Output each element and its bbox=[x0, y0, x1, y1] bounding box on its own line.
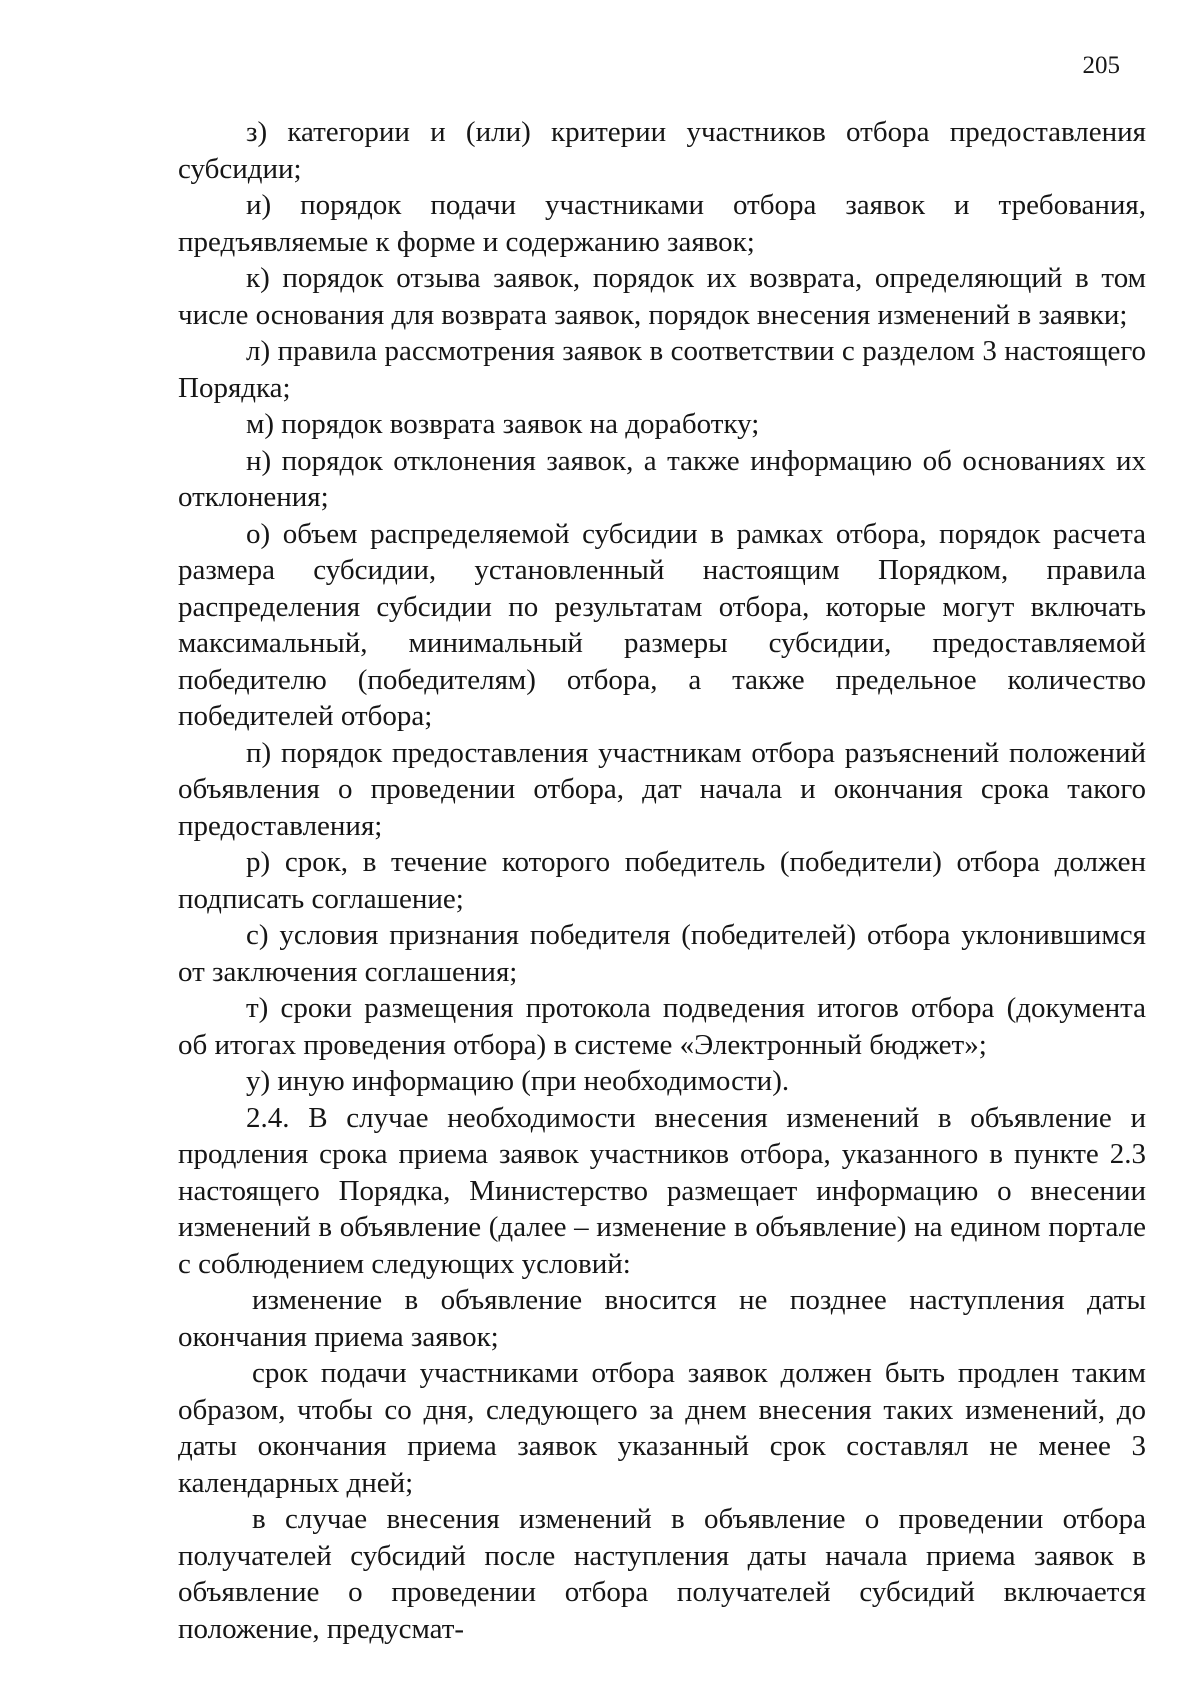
paragraph-o: о) объем распределяемой субсидии в рамках отбора, порядок расчета размера субсидии, установленный настоящим Порядком, правила распределения субсидии по результатам отбора, которые могут включать максимальный, минимальный размеры субсидии, предоставляемой победителю (победителям) отбора, а также предельное количество победителей отбора; bbox=[178, 517, 1146, 732]
paragraph-i: и) порядок подачи участниками отбора заявок и требования, предъявляемые к форме и содержанию заявок; bbox=[178, 189, 1146, 258]
paragraph-n: н) порядок отклонения заявок, а также информацию об основаниях их отклонения; bbox=[178, 444, 1146, 513]
paragraph-l: л) правила рассмотрения заявок в соответствии с разделом 3 настоящего Порядка; bbox=[178, 335, 1146, 404]
paragraph-z: з) категории и (или) критерии участников отбора предоставления субсидии; bbox=[178, 116, 1146, 185]
paragraph-s: с) условия признания победителя (победителей) отбора уклонившимся от заключения соглашения; bbox=[178, 919, 1146, 988]
paragraph-k: к) порядок отзыва заявок, порядок их возврата, определяющий в том числе основания для возврата заявок, порядок внесения изменений в заявки; bbox=[178, 262, 1146, 331]
condition-3: в случае внесения изменений в объявление о проведении отбора получателей субсидий после наступления даты начала приема заявок в объявление о проведении отбора получателей субсидий включается положение, предусмат- bbox=[178, 1503, 1146, 1645]
paragraph-t: т) сроки размещения протокола подведения итогов отбора (документа об итогах проведения отбора) в системе «Электронный бюджет»; bbox=[178, 992, 1146, 1061]
page-number: 205 bbox=[1082, 52, 1120, 79]
paragraph-2-4: 2.4. В случае необходимости внесения изменений в объявление и продления срока приема заявок участников отбора, указанного в пункте 2.3 настоящего Порядка, Министерство размещает информацию о внесении изменений в объявление (далее – изменение в объявление) на едином портале с соблюдением следующих условий: bbox=[178, 1101, 1146, 1280]
paragraph-r: р) срок, в течение которого победитель (победители) отбора должен подписать соглашение; bbox=[178, 846, 1146, 915]
paragraph-m: м) порядок возврата заявок на доработку; bbox=[246, 408, 760, 440]
paragraph-p: п) порядок предоставления участникам отбора разъяснений положений объявления о проведении отбора, дат начала и окончания срока такого предоставления; bbox=[178, 736, 1146, 842]
document-body bbox=[178, 114, 1146, 1647]
paragraph-u: у) иную информацию (при необходимости). bbox=[246, 1065, 790, 1097]
condition-2: срок подачи участниками отбора заявок должен быть продлен таким образом, чтобы со дня, следующего за днем внесения таких изменений, до даты окончания приема заявок указанный срок составлял не менее 3 календарных дней; bbox=[178, 1357, 1146, 1499]
condition-1: изменение в объявление вносится не позднее наступления даты окончания приема заявок; bbox=[178, 1284, 1146, 1353]
